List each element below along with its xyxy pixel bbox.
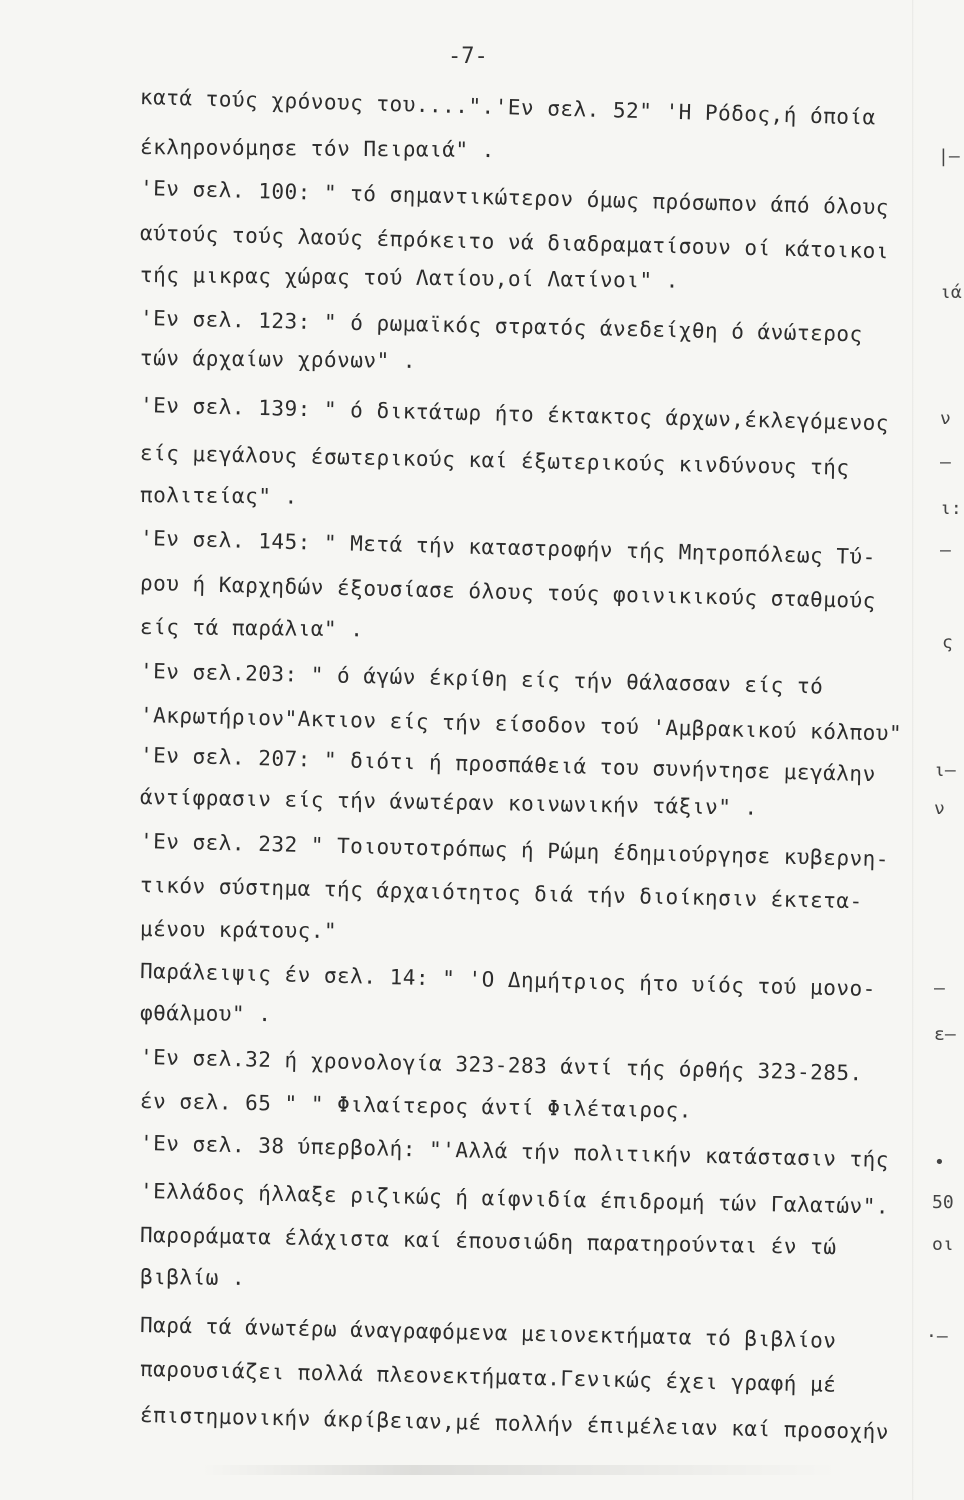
text-line: 'Εν σελ. 38 ύπερβολή: "'Αλλά τήν πολιτικήν κατάστασιν τής <box>139 1131 890 1172</box>
text-line: 'Εν σελ.32 ή χρονολογία 323-283 άντί τής όρθής 323-285. <box>139 1045 863 1086</box>
text-line: τής μικρας χώρας τού Λατίου,οί Λατίνοι" . <box>139 263 679 293</box>
margin-mark: ·– <box>926 1326 948 1347</box>
text-line: 'Εν σελ. 123: " ό ρωμαϊκός στρατός άνεδείχθη ό άνώτερος <box>139 306 863 347</box>
text-line: μένου κράτους." <box>139 917 338 944</box>
text-line: έπιστημονικήν άκρίβειαν,μέ πολλήν έπιμέλειαν καί προσοχήν <box>139 1403 890 1444</box>
text-line: 'Εν σελ. 232 " Τοιουτοτρόπως ή Ρώμη έδημιούργησε κυβερνη- <box>139 829 890 872</box>
text-line: τών άρχαίων χρόνων" . <box>139 346 417 373</box>
page-number: -7- <box>448 44 488 69</box>
text-line: Παροράματα έλάχιστα καί έπουσιώδη παρατηρούνται έν τώ <box>139 1223 837 1260</box>
text-line: 'Ακρωτήριον"Ακτιον είς τήν είσοδον τού 'Αμβρακικού κόλπου" <box>139 703 903 746</box>
margin-mark: – <box>940 540 951 561</box>
margin-mark: • <box>934 1152 945 1173</box>
text-line: τικόν σύστημα τής άρχαιότητος διά τήν διοίκησιν έκτετα- <box>139 873 863 914</box>
margin-mark: οι <box>932 1234 954 1255</box>
margin-mark: ι– <box>934 760 956 781</box>
text-line: 'Εν σελ. 139: " ό δικτάτωρ ήτο έκτακτος άρχων,έκλεγόμενος <box>139 393 890 436</box>
margin-mark: ν <box>940 408 951 429</box>
text-line: αύτούς τούς λαούς έπρόκειτο νά διαδραματίσουν οί κάτοικοι <box>139 221 890 264</box>
text-line: 'Εν σελ. 100: " τό σημαντικώτερον όμως πρόσωπον άπό όλους <box>139 176 890 220</box>
text-line: 'Εν σελ.203: " ό άγών έκρίθη είς τήν θάλασσαν είς τό <box>139 659 824 699</box>
text-line: παρουσιάζει πολλά πλεονεκτήματα.Γενικώς έχει γραφή μέ <box>139 1357 837 1397</box>
margin-mark: 50 <box>932 1192 954 1213</box>
text-line: άντίφρασιν είς τήν άνωτέραν κοινωνικήν τάξιν" . <box>139 785 758 820</box>
margin-mark: ιά <box>940 282 962 303</box>
text-line: βιβλίω . <box>139 1265 246 1290</box>
text-line: είς μεγάλους έσωτερικούς καί έξωτερικούς κινδύνους τής <box>139 441 850 480</box>
margin-mark: ς <box>942 632 953 653</box>
margin-mark: – <box>940 452 951 473</box>
text-line: Παράλειψις έν σελ. 14: " 'Ο Δημήτριος ήτο υίός τού μονο- <box>139 959 877 1001</box>
margin-mark: ε– <box>934 1024 956 1045</box>
margin-mark: |– <box>938 146 960 167</box>
text-line: πολιτείας" . <box>139 483 298 509</box>
margin-mark: ι: <box>940 498 962 519</box>
text-line: 'Εν σελ. 145: " Μετά τήν καταστροφήν τής Μητροπόλεως Τύ- <box>139 526 877 570</box>
margin-mark: ν <box>934 798 945 819</box>
text-line: Παρά τά άνωτέρω άναγραφόμενα μειονεκτήματα τό βιβλίον <box>139 1313 837 1353</box>
text-line: 'Ελλάδος ήλλαξε ριζικώς ή αίφνιδία έπιδρομή τών Γαλατών". <box>139 1179 890 1219</box>
bottom-smudge <box>200 1465 840 1475</box>
text-line: κατά τούς χρόνους του....".'Εν σελ. 52" 'Η Ρόδος,ή όποία <box>139 85 877 130</box>
text-line: είς τά παράλια" . <box>139 615 364 642</box>
page-fold-shadow <box>912 0 914 1500</box>
margin-mark: – <box>934 978 945 999</box>
text-line: έν σελ. 65 " " Φιλαίτερος άντί Φιλέταιρος. <box>139 1089 693 1123</box>
text-line: 'Εν σελ. 207: " διότι ή προσπάθειά του συνήντησε μεγάλην <box>139 743 877 787</box>
text-line: έκληρονόμησε τόν Πειραιά" . <box>139 135 495 163</box>
text-line: φθάλμου" . <box>139 1001 272 1027</box>
text-line: ρου ή Καρχηδών έξουσίασε όλους τούς φοινικικούς σταθμούς <box>139 571 877 613</box>
